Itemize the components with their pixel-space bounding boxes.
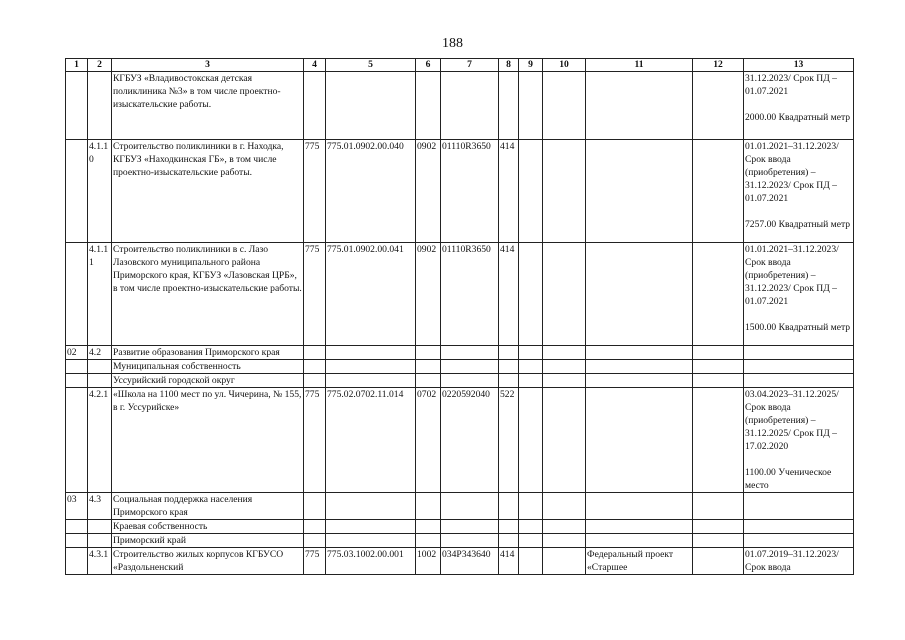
cell-item-number: 4.2 <box>88 346 112 360</box>
cell-col-12 <box>693 520 744 534</box>
cell-section-subsection <box>416 493 441 520</box>
cell-grbs-code: 775 <box>304 548 326 575</box>
cell-expense-type <box>499 493 519 520</box>
table-row <box>66 140 854 243</box>
cell-item-number <box>88 534 112 548</box>
cell-col-12 <box>693 243 744 346</box>
cell-section-code <box>66 548 88 575</box>
capacity-text: 2000.00 Квадратный метр <box>745 112 851 123</box>
cell-col-9 <box>519 374 543 388</box>
cell-section-code <box>66 140 88 243</box>
cell-item-number <box>88 72 112 140</box>
cell-object-name: Социальная поддержка населения Приморского края <box>112 493 304 520</box>
cell-expense-type <box>499 360 519 374</box>
column-header: 13 <box>744 59 854 72</box>
deadline-text: 03.04.2023–31.12.2025/ Срок ввода (приобретения) – 31.12.2025/ Срок ПД – 17.02.2020 <box>745 389 839 452</box>
cell-section-subsection <box>416 534 441 548</box>
page-number: 188 <box>442 36 463 51</box>
cell-section-code <box>66 360 88 374</box>
cell-col-12 <box>693 72 744 140</box>
cell-expense-type <box>499 346 519 360</box>
cell-grbs-code <box>304 493 326 520</box>
cell-object-name: Приморский край <box>112 534 304 548</box>
cell-deadlines-capacity <box>744 360 854 374</box>
cell-object-code <box>326 493 416 520</box>
column-header: 7 <box>441 59 499 72</box>
cell-expense-type: 414 <box>499 548 519 575</box>
cell-col-10 <box>543 360 586 374</box>
cell-federal-project: Федеральный проект «Старшее <box>586 548 693 575</box>
cell-target-article <box>441 520 499 534</box>
cell-grbs-code: 775 <box>304 140 326 243</box>
cell-deadlines-capacity <box>744 548 854 575</box>
column-header: 2 <box>88 59 112 72</box>
cell-section-subsection <box>416 360 441 374</box>
column-header: 10 <box>543 59 586 72</box>
column-header: 8 <box>499 59 519 72</box>
budget-table <box>65 58 854 575</box>
cell-col-9 <box>519 72 543 140</box>
cell-expense-type: 414 <box>499 243 519 346</box>
column-header: 11 <box>586 59 693 72</box>
spacer <box>745 308 852 321</box>
cell-object-name: Уссурийский городской округ <box>112 374 304 388</box>
cell-target-article <box>441 346 499 360</box>
cell-deadlines-capacity <box>744 388 854 493</box>
cell-grbs-code <box>304 520 326 534</box>
cell-object-code <box>326 360 416 374</box>
cell-col-9 <box>519 548 543 575</box>
cell-col-10 <box>543 493 586 520</box>
cell-target-article: 0220592040 <box>441 388 499 493</box>
cell-object-code: 775.01.0902.00.040 <box>326 140 416 243</box>
cell-grbs-code <box>304 72 326 140</box>
cell-deadlines-capacity <box>744 534 854 548</box>
table-row <box>66 360 854 374</box>
cell-deadlines-capacity <box>744 72 854 140</box>
column-header: 12 <box>693 59 744 72</box>
cell-section-subsection <box>416 520 441 534</box>
cell-item-number <box>88 360 112 374</box>
deadline-text: 01.01.2021–31.12.2023/ Срок ввода (приобретения) – 31.12.2023/ Срок ПД – 01.07.2021 <box>745 244 839 307</box>
cell-target-article <box>441 72 499 140</box>
spacer <box>745 205 852 218</box>
table-row <box>66 346 854 360</box>
cell-federal-project <box>586 534 693 548</box>
cell-object-name: Строительство жилых корпусов КГБУСО «Раздольненский <box>112 548 304 575</box>
column-header: 4 <box>304 59 326 72</box>
cell-federal-project <box>586 388 693 493</box>
cell-col-12 <box>693 374 744 388</box>
cell-federal-project <box>586 140 693 243</box>
cell-object-code <box>326 520 416 534</box>
deadline-text: 01.07.2019–31.12.2023/ Срок ввода <box>745 549 839 573</box>
cell-col-12 <box>693 534 744 548</box>
cell-section-code: 03 <box>66 493 88 520</box>
cell-section-code <box>66 388 88 493</box>
cell-target-article: 01110R3650 <box>441 140 499 243</box>
cell-col-12 <box>693 388 744 493</box>
cell-object-name: «Школа на 1100 мест по ул. Чичерина, № 155, в г. Уссурийске» <box>112 388 304 493</box>
cell-section-code <box>66 72 88 140</box>
cell-object-name: Строительство поликлиники в г. Находка, КГБУЗ «Находкинская ГБ», в том числе проектно-изыскательские работы. <box>112 140 304 243</box>
column-header: 9 <box>519 59 543 72</box>
cell-object-name: Строительство поликлиники в с. Лазо Лазовского муниципального района Приморского края, КГБУЗ «Лазовская ЦРБ», в том числе проектно-изыскательские работы. <box>112 243 304 346</box>
cell-section-code <box>66 374 88 388</box>
cell-object-name: Развитие образования Приморского края <box>112 346 304 360</box>
table-row <box>66 388 854 493</box>
cell-grbs-code <box>304 346 326 360</box>
cell-section-subsection <box>416 374 441 388</box>
table-row <box>66 548 854 575</box>
cell-col-9 <box>519 388 543 493</box>
cell-col-9 <box>519 360 543 374</box>
cell-col-10 <box>543 140 586 243</box>
cell-item-number: 4.3 <box>88 493 112 520</box>
cell-col-9 <box>519 493 543 520</box>
cell-federal-project <box>586 360 693 374</box>
cell-federal-project <box>586 346 693 360</box>
table-row <box>66 493 854 520</box>
cell-target-article <box>441 360 499 374</box>
cell-deadlines-capacity <box>744 243 854 346</box>
cell-section-subsection: 1002 <box>416 548 441 575</box>
table-row <box>66 534 854 548</box>
column-header: 5 <box>326 59 416 72</box>
table-row <box>66 72 854 140</box>
cell-object-code <box>326 346 416 360</box>
cell-col-9 <box>519 534 543 548</box>
cell-deadlines-capacity <box>744 493 854 520</box>
cell-col-12 <box>693 360 744 374</box>
spacer <box>745 453 852 466</box>
cell-target-article <box>441 534 499 548</box>
cell-object-code <box>326 374 416 388</box>
column-header: 6 <box>416 59 441 72</box>
cell-col-10 <box>543 548 586 575</box>
cell-col-12 <box>693 140 744 243</box>
table-row <box>66 520 854 534</box>
cell-section-subsection: 0902 <box>416 140 441 243</box>
cell-section-subsection: 0902 <box>416 243 441 346</box>
cell-section-subsection <box>416 72 441 140</box>
cell-grbs-code: 775 <box>304 388 326 493</box>
cell-federal-project <box>586 520 693 534</box>
cell-deadlines-capacity <box>744 346 854 360</box>
cell-item-number <box>88 520 112 534</box>
cell-expense-type <box>499 520 519 534</box>
cell-expense-type: 414 <box>499 140 519 243</box>
capacity-text: 7257.00 Квадратный метр <box>745 219 851 230</box>
cell-col-9 <box>519 346 543 360</box>
cell-grbs-code <box>304 374 326 388</box>
table-row <box>66 374 854 388</box>
cell-item-number: 4.1.11 <box>88 243 112 346</box>
cell-object-code: 775.02.0702.11.014 <box>326 388 416 493</box>
cell-item-number: 4.2.1 <box>88 388 112 493</box>
cell-expense-type <box>499 374 519 388</box>
table-body <box>66 72 854 575</box>
cell-deadlines-capacity <box>744 140 854 243</box>
cell-col-10 <box>543 243 586 346</box>
cell-expense-type <box>499 534 519 548</box>
cell-object-name: Краевая собственность <box>112 520 304 534</box>
deadline-text: 01.01.2021–31.12.2023/ Срок ввода (приобретения) – 31.12.2023/ Срок ПД – 01.07.2021 <box>745 141 839 204</box>
column-header: 1 <box>66 59 88 72</box>
spacer <box>745 98 852 111</box>
cell-object-name: Муниципальная собственность <box>112 360 304 374</box>
cell-deadlines-capacity <box>744 374 854 388</box>
cell-section-code <box>66 520 88 534</box>
cell-object-name: КГБУЗ «Владивостокская детская поликлиника №3» в том числе проектно-изыскательские работы. <box>112 72 304 140</box>
cell-col-12 <box>693 548 744 575</box>
cell-section-code <box>66 243 88 346</box>
cell-item-number: 4.1.10 <box>88 140 112 243</box>
cell-col-10 <box>543 72 586 140</box>
cell-col-10 <box>543 534 586 548</box>
cell-object-code: 775.01.0902.00.041 <box>326 243 416 346</box>
cell-col-12 <box>693 346 744 360</box>
cell-col-9 <box>519 520 543 534</box>
cell-grbs-code <box>304 534 326 548</box>
cell-grbs-code: 775 <box>304 243 326 346</box>
capacity-text: 1500.00 Квадратный метр <box>745 322 851 333</box>
cell-section-subsection <box>416 346 441 360</box>
cell-col-12 <box>693 493 744 520</box>
cell-col-9 <box>519 243 543 346</box>
cell-object-code: 775.03.1002.00.001 <box>326 548 416 575</box>
cell-object-code <box>326 72 416 140</box>
cell-deadlines-capacity <box>744 520 854 534</box>
deadline-text: 31.12.2023/ Срок ПД – 01.07.2021 <box>745 73 837 97</box>
cell-federal-project <box>586 493 693 520</box>
cell-target-article: 01110R3650 <box>441 243 499 346</box>
cell-col-10 <box>543 520 586 534</box>
cell-col-9 <box>519 140 543 243</box>
cell-target-article: 034P343640 <box>441 548 499 575</box>
cell-col-10 <box>543 374 586 388</box>
cell-col-10 <box>543 346 586 360</box>
cell-object-code <box>326 534 416 548</box>
cell-target-article <box>441 374 499 388</box>
cell-federal-project <box>586 72 693 140</box>
cell-section-code: 02 <box>66 346 88 360</box>
cell-section-subsection: 0702 <box>416 388 441 493</box>
cell-item-number <box>88 374 112 388</box>
cell-grbs-code <box>304 360 326 374</box>
cell-target-article <box>441 493 499 520</box>
table-row <box>66 243 854 346</box>
cell-federal-project <box>586 243 693 346</box>
cell-item-number: 4.3.1 <box>88 548 112 575</box>
cell-federal-project <box>586 374 693 388</box>
cell-col-10 <box>543 388 586 493</box>
cell-section-code <box>66 534 88 548</box>
table-header-row <box>66 59 854 72</box>
column-header: 3 <box>112 59 304 72</box>
cell-expense-type: 522 <box>499 388 519 493</box>
capacity-text: 1100.00 Ученическое место <box>745 467 832 491</box>
cell-expense-type <box>499 72 519 140</box>
